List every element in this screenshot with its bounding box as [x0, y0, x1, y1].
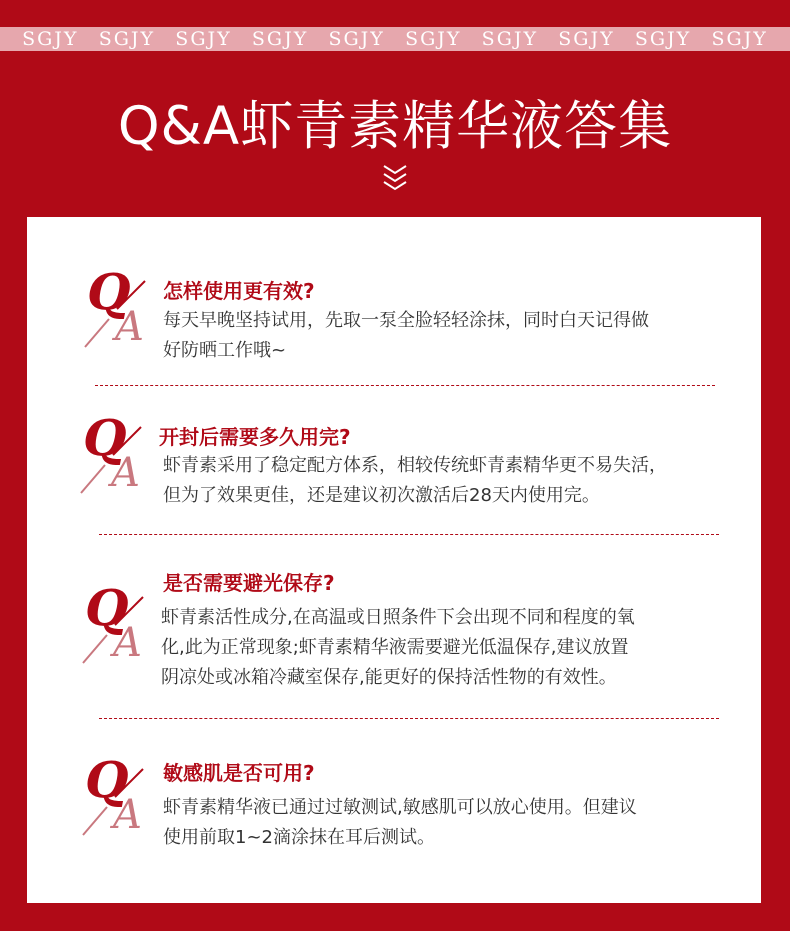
brand-text: SGJY — [634, 28, 692, 50]
chevron-down-icon — [381, 163, 409, 193]
qa-logo-icon — [79, 578, 159, 669]
answer-text — [163, 451, 753, 511]
logo-a: A — [113, 620, 142, 666]
answer-line: 使用前取1~2滴涂抹在耳后测试。 — [163, 827, 435, 848]
brand-strip — [0, 27, 790, 51]
dashed-divider — [99, 718, 719, 719]
dashed-divider — [95, 385, 715, 386]
brand-text: SGJY — [711, 28, 768, 50]
page-title: Q&A虾青素精华液答集 — [117, 96, 673, 157]
answer-line: 虾青素采用了稳定配方体系，相较传统虾青素精华更不易失活， — [163, 455, 667, 476]
dashed-divider — [99, 534, 719, 535]
qa-card — [27, 217, 761, 903]
qa-logo-icon — [79, 750, 159, 841]
answer-line: 好防晒工作哦~ — [163, 340, 287, 361]
brand-text: SGJY — [251, 28, 309, 50]
logo-q: Q — [85, 750, 129, 809]
answer-line: 但为了效果更佳，还是建议初次激活后28天内使用完。 — [163, 485, 600, 506]
brand-text: SGJY — [481, 28, 539, 50]
logo-q: Q — [87, 262, 131, 321]
logo-a: A — [115, 304, 144, 350]
question-text: 敏感肌是否可用? — [163, 761, 315, 785]
logo-a: A — [111, 450, 140, 496]
question-text: 是否需要避光保存? — [163, 571, 335, 595]
answer-text — [163, 793, 738, 853]
brand-text: SGJY — [22, 28, 79, 50]
answer-text — [161, 603, 736, 693]
question-text: 怎样使用更有效? — [163, 279, 315, 303]
brand-text: SGJY — [98, 28, 156, 50]
question-text: 开封后需要多久用完? — [159, 425, 351, 449]
brand-text: SGJY — [328, 28, 385, 50]
answer-line: 虾青素活性成分,在高温或日照条件下会出现不同和程度的氧 — [161, 607, 635, 628]
brand-text: SGJY — [175, 28, 232, 50]
qa-logo-icon — [77, 408, 157, 499]
logo-q: Q — [83, 408, 127, 467]
logo-q: Q — [85, 578, 129, 637]
answer-line: 虾青素精华液已通过过敏测试,敏感肌可以放心使用。但建议 — [163, 797, 637, 818]
brand-text: SGJY — [558, 28, 615, 50]
answer-line: 化,此为正常现象;虾青素精华液需要避光低温保存,建议放置 — [161, 637, 629, 658]
answer-line: 阴凉处或冰箱冷藏室保存,能更好的保持活性物的有效性。 — [161, 667, 617, 688]
brand-text: SGJY — [405, 28, 462, 50]
logo-a: A — [113, 792, 142, 838]
top-band — [0, 0, 790, 27]
answer-text — [163, 306, 738, 366]
qa-logo-icon — [81, 262, 161, 353]
answer-line: 每天早晚坚持试用，先取一泵全脸轻轻涂抹，同时白天记得做 — [163, 310, 649, 331]
